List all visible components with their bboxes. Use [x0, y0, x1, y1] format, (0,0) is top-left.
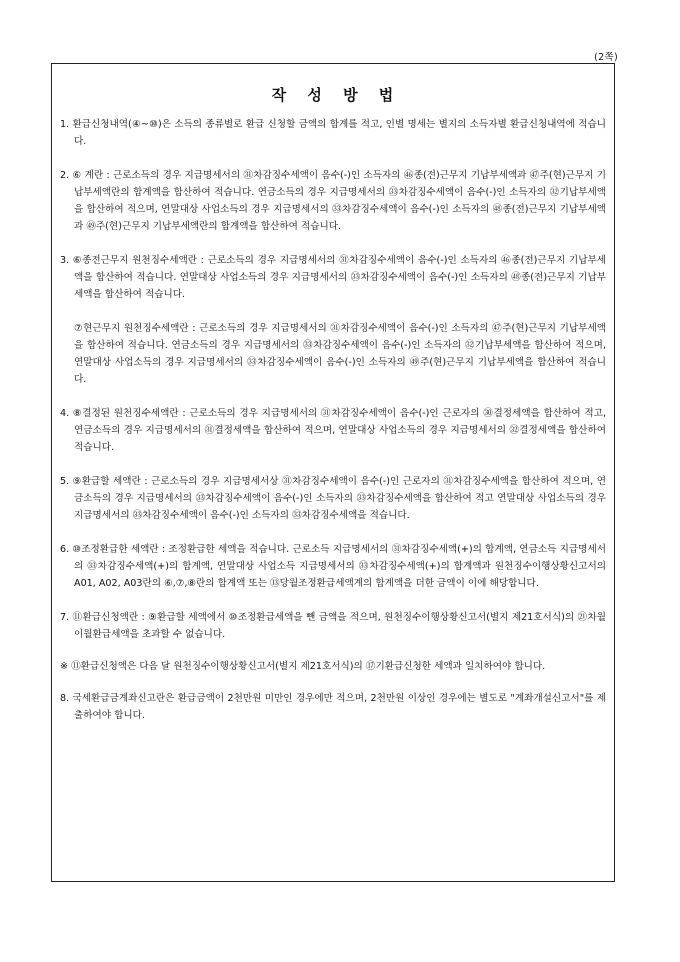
instruction-note: ※ ⑪환급신청액은 다음 달 원천징수이행상황신고서(별지 제21호서식)의 ⑰기환급신청한 세액과 일치하여야 합니다. — [60, 661, 546, 672]
instruction-item-6: 6. ⑩조정환급한 세액란 : 조정환급한 세액을 적습니다. 근로소득 지급명세서의 ㉛차감징수세액(+)의 합계액, 연금소득 지급명세서의 ㉝차감징수세액(+)의 합계액, 연말대상 사업소득 지급명세서의 ㉝차감징수세액(+)의 합계액과 원천징수이행상황신고서의 A01, A02, A03란의 ⑥,⑦,⑧란의 합계액 또는 ⑬당월조정환급세액계의 합계액을 더한 금액이 이에 해당합니다. — [60, 544, 606, 589]
instruction-item-3: 3. ⑥종전근무지 원천징수세액란 : 근로소득의 경우 지급명세서의 ㉛차감징수세액이 음수(-)인 소득자의 ㊻종(전)근무지 기납부세액을 합산하여 적습니다. 연말대상 사업소득의 경우 지급명세서의 ㉝차감징수세액이 음수(-)인 소득자의 ㊽종(전)근무지 기납부세액을 합산하여 적습니다. — [60, 255, 606, 300]
instruction-item-4: 4. ⑧결정된 원천징수세액란 : 근로소득의 경우 지급명세서의 ㉛차감징수세액이 음수(-)인 근로자의 ㉚결정세액을 합산하여 적고, 연금소득의 경우 지급명세서의 ㉛결정세액을 합산하여 적으며, 연말대상 사업소득의 경우 지급명세서의 ㉜결정세액을 합산하여 적습니다. — [60, 408, 606, 453]
instruction-item-1: 1. 환급신청내역(④~⑩)은 소득의 종류별로 환급 신청할 금액의 합계를 적고, 인별 명세는 별지의 소득자별 환급신청내역에 적습니다. — [60, 119, 606, 147]
instruction-item-2: 2. ⑥ 계란 : 근로소득의 경우 지급명세서의 ㉛차감징수세액이 음수(-)인 소득자의 ㊻종(전)근무지 기납부세액과 ㊼주(현)근무지 기납부세액란의 합계액을 합산하여 적습니다. 연금소득의 경우 지급명세서의 ㉝차감징수세액이 음수(-)인 소득자의 ㉜기납부세액을 합산하여 적으며, 연말대상 사업소득의 경우 지급명세서의 ㉝차감징수세액이 음수(-)인 소득자의 ㊽종(전)근무지 기납부세액과 ㊾주(현)근무지 기납부세액란의 합계액을 합산하여 적습니다. — [60, 170, 606, 232]
instruction-item-5: 5. ⑨환급할 세액란 : 근로소득의 경우 지급명세서상 ㉛차감징수세액이 음수(-)인 근로자의 ㉛차감징수세액을 합산하여 적으며, 연금소득의 경우 지급명세서의 ㉝차감징수세액이 음수(-)인 소득자의 ㉝차감징수세액을 합산하여 적고 연말대상 사업소득의 경우 지급명세서의 ㉝차감징수세액이 음수(-)인 소득자의 ㉝차감징수세액을 적습니다. — [60, 476, 606, 521]
instruction-item-8: 8. 국세환급금계좌신고란은 환급금액이 2천만원 미만인 경우에만 적으며, 2천만원 이상인 경우에는 별도로 "계좌개설신고서"를 제출하여야 합니다. — [60, 693, 606, 721]
page-number: (2쪽) — [594, 52, 618, 63]
page-title: 작 성 방 법 — [271, 86, 395, 104]
instruction-item-3-sub: ⑦현근무지 원천징수세액란 : 근로소득의 경우 지급명세서의 ㉛차감징수세액이 음수(-)인 소득자의 ㊼주(현)근무지 기납부세액을 합산하여 적습니다. 연금소득의 경우 지급명세서의 ㉝차감징수세액이 음수(-)인 소득자의 ㉜기납부세액을 합산하여 적으며, 연말대상 사업소득의 경우 지급명세서의 ㉝차감징수세액이 음수(-)인 소득자의 ㊾주(현)근무지 기납부세액을 합산하여 적습니다. — [74, 323, 606, 385]
instruction-item-7: 7. ⑪환급신청액란 : ⑨환급할 세액에서 ⑩조정환급세액을 뺀 금액을 적으며, 원천징수이행상황신고서(별지 제21호서식)의 ㉑차월이월환급세액을 초과할 수 없습니다. — [60, 612, 606, 640]
instructions-list — [60, 116, 606, 724]
instructions-box — [51, 63, 615, 882]
